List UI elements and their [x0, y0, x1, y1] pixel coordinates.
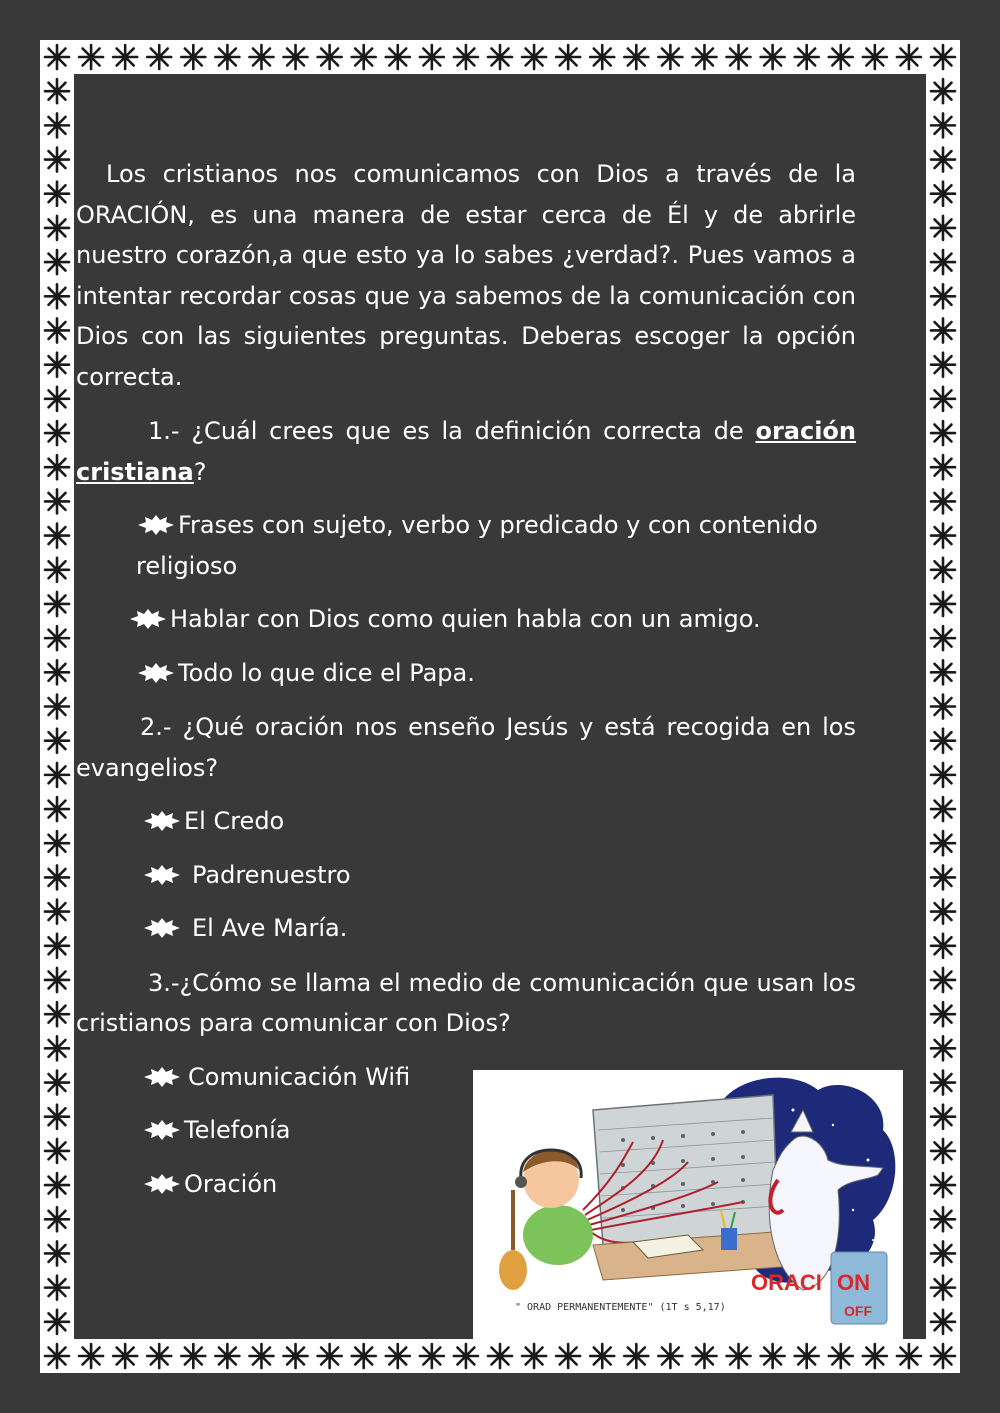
border-ornament-icon — [931, 626, 955, 650]
border-ornament-icon — [45, 763, 69, 787]
border-ornament-icon — [79, 1344, 103, 1368]
border-ornament-icon — [727, 1344, 751, 1368]
q2-option-2[interactable]: Padrenuestro — [76, 855, 856, 896]
border-ornament-icon — [45, 1071, 69, 1095]
border-ornament-icon — [931, 1241, 955, 1265]
border-ornament-icon — [249, 1344, 273, 1368]
border-ornament-icon — [45, 1002, 69, 1026]
bullet-star-icon — [142, 804, 184, 826]
border-ornament-icon — [795, 45, 819, 69]
border-ornament-icon — [45, 1276, 69, 1300]
border-ornament-icon — [113, 1344, 137, 1368]
border-ornament-icon — [45, 1173, 69, 1197]
border-ornament-icon — [45, 831, 69, 855]
border-ornament-icon — [897, 45, 921, 69]
border-ornament-icon — [931, 1002, 955, 1026]
border-ornament-icon — [318, 1344, 342, 1368]
border-ornament-icon — [45, 729, 69, 753]
border-ornament-icon — [386, 1344, 410, 1368]
border-ornament-icon — [352, 45, 376, 69]
border-ornament-icon — [931, 865, 955, 889]
border-ornament-icon — [45, 797, 69, 821]
border-ornament-icon — [829, 1344, 853, 1368]
border-ornament-icon — [45, 113, 69, 137]
border-ornament-icon — [556, 45, 580, 69]
border-ornament-icon — [931, 1276, 955, 1300]
border-ornament-icon — [931, 421, 955, 445]
border-ornament-icon — [692, 1344, 716, 1368]
border-ornament-icon — [45, 558, 69, 582]
bullet-star-icon — [128, 602, 170, 624]
border-ornament-icon — [931, 1173, 955, 1197]
question-1-text: 1.- ¿Cuál crees que es la definición correcta de — [148, 417, 756, 445]
border-ornament-icon — [931, 79, 955, 103]
border-ornament-icon — [692, 45, 716, 69]
intro-paragraph: Los cristianos nos comunicamos con Dios a través de la ORACIÓN, es una manera de estar cerca de Él y de abrirle nuestro corazón,a que esto ya lo sabes ¿verdad?. Pues vamos a intentar recordar cosas que ya sabemos de la comunicación con Dios con las siguientes preguntas. Deberas escoger la opción correcta. — [76, 160, 856, 391]
border-ornament-icon — [352, 1344, 376, 1368]
border-ornament-icon — [45, 1241, 69, 1265]
prayer-illustration — [473, 1070, 903, 1340]
border-ornament-icon — [45, 1310, 69, 1334]
border-ornament-icon — [45, 1036, 69, 1060]
border-ornament-icon — [45, 592, 69, 616]
border-ornament-icon — [215, 45, 239, 69]
border-ornament-icon — [590, 45, 614, 69]
border-ornament-icon — [931, 1207, 955, 1231]
border-ornament-icon — [931, 900, 955, 924]
border-ornament-icon — [624, 45, 648, 69]
border-ornament-icon — [181, 1344, 205, 1368]
border-ornament-icon — [624, 1344, 648, 1368]
border-ornament-icon — [795, 1344, 819, 1368]
border-ornament-icon — [45, 318, 69, 342]
illustration-caption: " ORAD PERMANENTEMENTE" (1T s 5,17) — [515, 1302, 726, 1313]
q1-option-1[interactable]: Frases con sujeto, verbo y predicado y con contenido religioso — [76, 505, 856, 586]
border-ornament-icon — [761, 45, 785, 69]
switchboard-icon — [593, 1095, 778, 1245]
border-ornament-icon — [931, 1036, 955, 1060]
q3-option-2[interactable]: Telefonía — [76, 1110, 856, 1151]
border-ornament-icon — [863, 45, 887, 69]
border-ornament-icon — [931, 968, 955, 992]
border-ornament-icon — [931, 455, 955, 479]
question-2: 2.- ¿Qué oración nos enseño Jesús y está recogida en los evangelios? — [76, 713, 856, 782]
border-ornament-icon — [897, 1344, 921, 1368]
border-ornament-icon — [45, 626, 69, 650]
border-ornament-icon — [522, 1344, 546, 1368]
border-ornament-icon — [215, 1344, 239, 1368]
border-ornament-icon — [45, 182, 69, 206]
border-ornament-icon — [931, 216, 955, 240]
border-ornament-icon — [147, 45, 171, 69]
border-ornament-icon — [931, 695, 955, 719]
border-ornament-icon — [45, 660, 69, 684]
border-ornament-icon — [113, 45, 137, 69]
border-ornament-icon — [45, 387, 69, 411]
border-ornament-icon — [45, 900, 69, 924]
border-ornament-icon — [931, 353, 955, 377]
border-ornament-icon — [931, 284, 955, 308]
border-ornament-icon — [931, 831, 955, 855]
bullet-star-icon — [142, 1113, 184, 1135]
question-1 — [76, 411, 856, 492]
border-ornament-icon — [318, 45, 342, 69]
q3-option-1[interactable]: Comunicación Wifi — [76, 1057, 856, 1098]
border-ornament-icon — [931, 250, 955, 274]
border-ornament-icon — [590, 1344, 614, 1368]
border-ornament-icon — [45, 524, 69, 548]
border-ornament-icon — [931, 387, 955, 411]
child-figure — [523, 1205, 593, 1265]
border-ornament-icon — [45, 1139, 69, 1163]
border-ornament-icon — [45, 695, 69, 719]
border-ornament-icon — [829, 45, 853, 69]
border-ornament-icon — [658, 45, 682, 69]
border-ornament-icon — [727, 45, 751, 69]
border-ornament-icon — [931, 558, 955, 582]
bullet-star-icon — [142, 911, 184, 933]
bullet-star-icon — [142, 858, 184, 880]
q1-option-3[interactable]: Todo lo que dice el Papa. — [76, 653, 856, 694]
border-ornament-icon — [454, 1344, 478, 1368]
border-ornament-icon — [284, 45, 308, 69]
border-ornament-icon — [181, 45, 205, 69]
q1-option-2[interactable]: Hablar con Dios como quien habla con un amigo. — [76, 599, 856, 640]
bullet-star-icon — [142, 1167, 184, 1189]
border-ornament-icon — [284, 1344, 308, 1368]
border-ornament-icon — [45, 284, 69, 308]
border-ornament-icon — [420, 1344, 444, 1368]
border-ornament-icon — [931, 1139, 955, 1163]
border-ornament-icon — [249, 45, 273, 69]
border-ornament-icon — [931, 182, 955, 206]
border-ornament-icon — [931, 524, 955, 548]
border-ornament-icon — [45, 455, 69, 479]
border-ornament-icon — [931, 113, 955, 137]
q3-option-3[interactable]: Oración — [76, 1164, 856, 1205]
bullet-star-icon — [136, 656, 178, 678]
border-ornament-icon — [931, 729, 955, 753]
border-ornament-icon — [420, 45, 444, 69]
bullet-star-icon — [136, 508, 178, 530]
border-ornament-icon — [454, 45, 478, 69]
border-ornament-icon — [931, 763, 955, 787]
question-3: 3.-¿Cómo se llama el medio de comunicación que usan los cristianos para comunicar con Dios? — [76, 968, 856, 1037]
border-ornament-icon — [45, 865, 69, 889]
question-1-mark: ? — [193, 457, 207, 486]
border-ornament-icon — [931, 592, 955, 616]
border-ornament-icon — [45, 79, 69, 103]
border-ornament-icon — [45, 934, 69, 958]
border-ornament-icon — [488, 45, 512, 69]
q2-option-3[interactable]: El Ave María. — [76, 908, 856, 949]
border-ornament-icon — [863, 1344, 887, 1368]
border-ornament-icon — [931, 1310, 955, 1334]
border-ornament-icon — [522, 45, 546, 69]
border-ornament-icon — [45, 353, 69, 377]
border-ornament-icon — [931, 797, 955, 821]
question-1-keyword: oración cristiana — [76, 417, 856, 486]
border-ornament-icon — [45, 489, 69, 513]
oracion-logo-off: OFF — [844, 1303, 872, 1319]
border-ornament-icon — [931, 318, 955, 342]
border-ornament-icon — [931, 934, 955, 958]
border-ornament-icon — [931, 489, 955, 513]
border-ornament-icon — [45, 421, 69, 445]
border-ornament-icon — [45, 1207, 69, 1231]
q2-option-1[interactable]: El Credo — [76, 801, 856, 842]
border-ornament-icon — [45, 148, 69, 172]
border-ornament-icon — [931, 660, 955, 684]
border-ornament-icon — [556, 1344, 580, 1368]
border-ornament-icon — [45, 250, 69, 274]
border-ornament-icon — [761, 1344, 785, 1368]
border-ornament-icon — [931, 1071, 955, 1095]
border-ornament-icon — [147, 1344, 171, 1368]
guitar-icon — [499, 1250, 527, 1290]
border-ornament-icon — [931, 1344, 955, 1368]
pencil-cup-icon — [721, 1228, 737, 1250]
oracion-logo-text: ORACI — [751, 1270, 822, 1295]
border-ornament-icon — [45, 45, 69, 69]
border-ornament-icon — [931, 1105, 955, 1129]
border-ornament-icon — [45, 1105, 69, 1129]
worksheet-text — [76, 154, 856, 1204]
border-ornament-icon — [931, 148, 955, 172]
border-ornament-icon — [45, 968, 69, 992]
border-ornament-icon — [79, 45, 103, 69]
border-ornament-icon — [45, 1344, 69, 1368]
bullet-star-icon — [142, 1060, 188, 1082]
oracion-logo-on: ON — [837, 1270, 870, 1295]
border-ornament-icon — [386, 45, 410, 69]
border-ornament-icon — [658, 1344, 682, 1368]
border-ornament-icon — [45, 216, 69, 240]
border-ornament-icon — [931, 45, 955, 69]
border-ornament-icon — [488, 1344, 512, 1368]
